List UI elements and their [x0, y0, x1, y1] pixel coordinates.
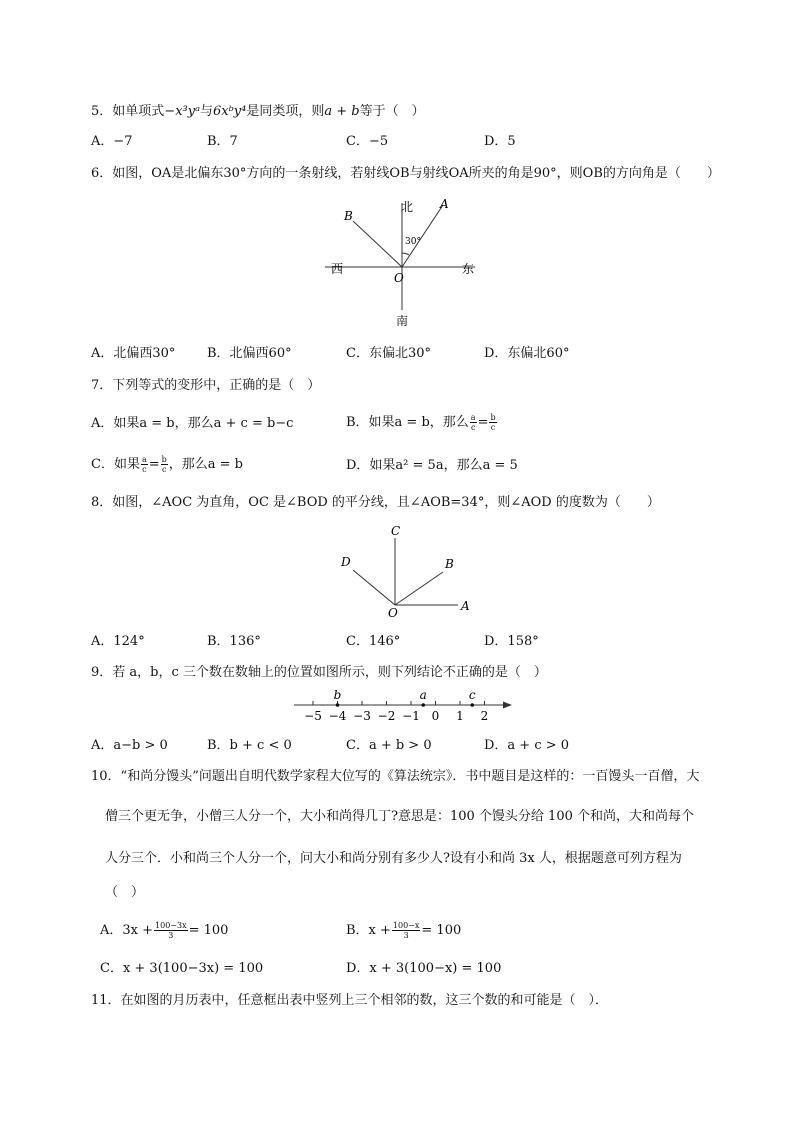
q8-point-o: O [388, 606, 398, 620]
q5-text-4: 等于（ ） [359, 104, 425, 119]
q9-tick-label: −1 [402, 709, 420, 723]
q5-option-a: A．−7 [91, 134, 133, 149]
q5-text-2: 与 [199, 104, 213, 119]
q6-option-a: A．北偏西30° [91, 346, 176, 361]
q5-option-b: B．7 [207, 134, 238, 149]
q6-label-north: 北 [401, 200, 414, 214]
q7-option-c-tail: ，那么a = b [168, 457, 243, 472]
q6-option-c: C．东偏北30° [346, 346, 431, 361]
q6-label-south: 南 [396, 314, 409, 328]
q9-stem: 9．若 a，b，c 三个数在数轴上的位置如图所示，则下列结论不正确的是（ ） [91, 665, 547, 680]
q7-option-c [91, 455, 243, 474]
q8-point-b: B [445, 557, 454, 571]
q9-tick-label: 2 [480, 709, 489, 723]
frac-denominator: c [161, 465, 167, 474]
q9-tick-label: 0 [431, 709, 440, 723]
q5-option-c: C．−5 [346, 134, 389, 149]
q7-option-b-frac-right [489, 413, 496, 432]
q6-point-a: A [440, 197, 449, 211]
q7-option-b-frac-left [470, 413, 477, 432]
q9-option-c: C．a + b > 0 [346, 738, 432, 753]
q10-option-b-frac [392, 921, 420, 940]
q7-option-c-frac-left [141, 455, 148, 474]
q6-point-b: B [344, 209, 353, 223]
q6-option-b: B．北偏西60° [207, 346, 292, 361]
q9-point-label-a: a [419, 688, 427, 702]
q7-option-b-equals: = [477, 415, 489, 430]
frac-denominator: c [490, 423, 496, 432]
q9-option-b: B．b + c < 0 [207, 738, 292, 753]
frac-numerator: a [141, 455, 147, 464]
frac-denominator: c [142, 465, 147, 474]
frac-numerator: b [161, 455, 167, 464]
frac-numerator: 100−x [392, 921, 420, 930]
q8-angle-figure [330, 520, 490, 620]
q9-tick-label: −2 [377, 709, 396, 723]
q9-tick-label: −3 [353, 709, 371, 723]
q5-expression: a + b [324, 104, 360, 119]
q8-point-c: C [391, 524, 401, 538]
q10-option-d: D．x + 3(100−x) = 100 [346, 961, 502, 976]
q9-option-a: A．a−b > 0 [91, 738, 168, 753]
q9-axis-arrow [503, 702, 512, 709]
q8-option-b: B．136° [207, 634, 261, 649]
q9-tick-label: −5 [304, 709, 322, 723]
q9-number-line [290, 685, 520, 725]
q9-tick-label: −4 [328, 709, 347, 723]
q10-option-a-text: A．3x + [100, 923, 154, 938]
q6-label-west: 西 [331, 262, 344, 276]
q10-line-2: 僧三个更无争，小僧三人分一个，大小和尚得几丁?意思是：100 个馒头分给 100 个和尚，大和尚每个 [105, 809, 694, 824]
q10-option-a [100, 921, 228, 940]
q6-label-east: 东 [462, 262, 475, 276]
q5-number: 5． [91, 104, 113, 119]
q6-option-d: D．东偏北60° [484, 346, 570, 361]
q9-point-b [336, 703, 340, 707]
q8-point-d: D [341, 555, 351, 569]
q7-option-a: A．如果a = b，那么a + c = b−c [91, 416, 294, 431]
q6-angle-arc [402, 253, 409, 255]
q5-stem [91, 103, 425, 121]
q8-option-d: D．158° [484, 634, 539, 649]
q9-point-c [470, 703, 474, 707]
q8-ray-od [353, 570, 395, 605]
q11-stem: 11．在如图的月历表中，任意框出表中竖列上三个相邻的数，这三个数的和可能是（ ）． [91, 993, 609, 1008]
q7-option-c-frac-right [161, 455, 168, 474]
q6-ray-ob [353, 221, 402, 267]
q8-point-a: A [461, 599, 470, 613]
q9-option-d: D．a + c > 0 [484, 738, 570, 753]
q7-option-c-text: C．如果 [91, 457, 140, 472]
q6-point-o: O [394, 271, 404, 285]
q7-stem: 7．下列等式的变形中，正确的是（ ） [91, 378, 321, 393]
frac-denominator: 3 [403, 931, 409, 940]
q9-tick-label: 1 [456, 709, 464, 723]
q7-option-b-text: B．如果a = b，那么 [346, 415, 469, 430]
q6-stem: 6．如图，OA是北偏东30°方向的一条射线，若射线OB与射线OA所夹的角是90°，则OB的方向角是（ ） [91, 166, 720, 181]
q10-line-1: 10．“和尚分馒头”问题出自明代数学家程大位写的《算法统宗》．书中题目是这样的：一百馒头一百僧，大 [91, 769, 700, 784]
q10-option-a-tail: = 100 [188, 923, 229, 938]
q8-ray-ob [395, 572, 443, 605]
q5-text-1: 如单项式 [112, 104, 165, 119]
q10-option-b-tail: = 100 [421, 923, 462, 938]
q7-option-c-equals: = [148, 457, 160, 472]
q8-option-c: C．146° [346, 634, 401, 649]
q8-option-a: A．124° [91, 634, 145, 649]
q9-point-a [421, 703, 425, 707]
q6-ray-oa [402, 205, 443, 267]
q10-line-4: （ ） [105, 885, 145, 900]
q10-option-c: C．x + 3(100−3x) = 100 [100, 961, 264, 976]
frac-numerator: b [490, 413, 496, 422]
q6-compass-figure [325, 195, 495, 330]
q9-point-label-b: b [333, 688, 342, 702]
q7-option-b [346, 413, 498, 432]
frac-denominator: 3 [168, 931, 174, 940]
q8-stem: 8．如图，∠AOC 为直角，OC 是∠BOD 的平分线，且∠AOB=34°，则∠AOD 的度数为（ ） [91, 495, 660, 510]
q5-option-d: D．5 [484, 134, 516, 149]
frac-numerator: a [470, 413, 476, 422]
q5-monomial-2: 6xᵇy⁴ [212, 104, 247, 119]
q5-text-3: 是同类项，则 [246, 104, 325, 119]
q5-monomial-1: −x³yᵃ [164, 104, 200, 119]
q7-option-d: D．如果a² = 5a，那么a = 5 [346, 458, 518, 473]
frac-numerator: 100−3x [155, 921, 187, 930]
q9-point-label-c: c [468, 688, 476, 702]
frac-denominator: c [470, 423, 476, 432]
q10-option-a-frac [154, 921, 188, 940]
q10-option-b-text: B．x + [346, 923, 391, 938]
q10-line-3: 人分三个．小和尚三个人分一个，问大小和尚分别有多少人?设有小和尚 3x 人，根据题意可列方程为 [105, 851, 682, 866]
q6-angle-label: 30° [405, 237, 421, 247]
q10-option-b [346, 921, 461, 940]
